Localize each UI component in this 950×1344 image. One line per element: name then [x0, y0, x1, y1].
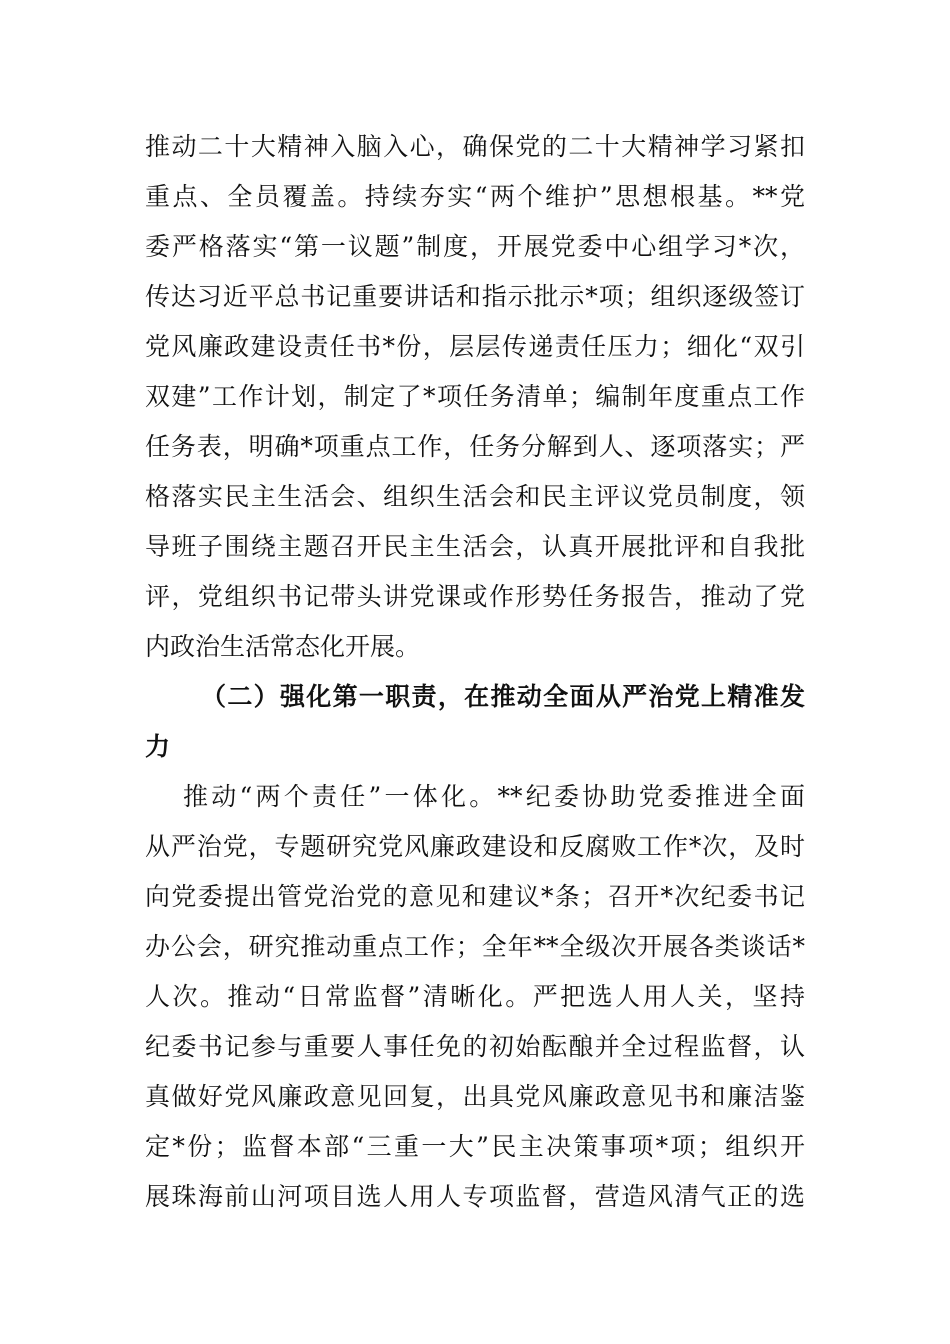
- document-body: [145, 122, 805, 1222]
- text-line: 向党委提出管党治党的意见和建议*条；召开*次纪委书记: [145, 882, 805, 911]
- text-line: 评，党组织书记带头讲党课或作形势任务报告，推动了党: [145, 582, 805, 611]
- text-line: 真做好党风廉政意见回复，出具党风廉政意见书和廉洁鉴: [145, 1082, 805, 1111]
- text-line: 传达习近平总书记重要讲话和指示批示*项；组织逐级签订: [145, 282, 805, 311]
- text-line: 党风廉政建设责任书*份，层层传递责任压力；细化“双引: [145, 332, 805, 361]
- text-line: 格落实民主生活会、组织生活会和民主评议党员制度，领: [145, 482, 805, 511]
- heading-line: （二）强化第一职责，在推动全面从严治党上精准发: [201, 682, 805, 711]
- text-line: 双建”工作计划，制定了*项任务清单；编制年度重点工作: [145, 382, 805, 411]
- text-line: 定*份；监督本部“三重一大”民主决策事项*项；组织开: [145, 1132, 805, 1161]
- paragraph-2: [145, 772, 805, 1222]
- text-line: 人次。推动“日常监督”清晰化。严把选人用人关，坚持: [145, 982, 805, 1011]
- text-line: 重点、全员覆盖。持续夯实“两个维护”思想根基。**党: [145, 182, 805, 211]
- text-line: 办公会，研究推动重点工作；全年**全级次开展各类谈话*: [145, 932, 805, 961]
- text-line: 任务表，明确*项重点工作，任务分解到人、逐项落实；严: [145, 432, 805, 461]
- heading-line: 力: [145, 732, 171, 761]
- section-heading: [145, 672, 805, 772]
- text-line: 从严治党，专题研究党风廉政建设和反腐败工作*次，及时: [145, 832, 805, 861]
- text-line: 委严格落实“第一议题”制度，开展党委中心组学习*次，: [145, 232, 805, 261]
- text-line: 推动二十大精神入脑入心，确保党的二十大精神学习紧扣: [145, 132, 805, 161]
- text-line: 导班子围绕主题召开民主生活会，认真开展批评和自我批: [145, 532, 805, 561]
- text-line: 展珠海前山河项目选人用人专项监督，营造风清气正的选: [145, 1182, 805, 1211]
- text-line: 纪委书记参与重要人事任免的初始酝酿并全过程监督，认: [145, 1032, 805, 1061]
- text-line: 推动“两个责任”一体化。**纪委协助党委推进全面: [183, 782, 805, 811]
- text-line: 内政治生活常态化开展。: [145, 632, 421, 661]
- paragraph-1: [145, 122, 805, 672]
